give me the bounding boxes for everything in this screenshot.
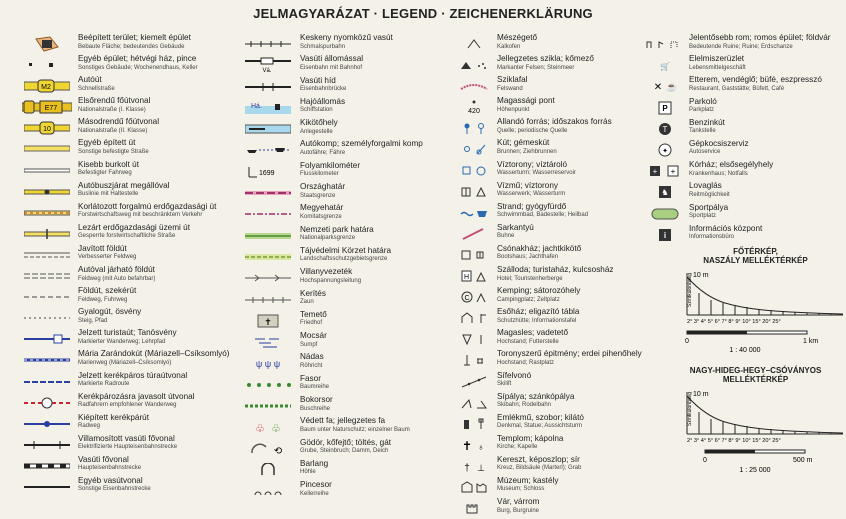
legend-item: Földút, szekérút Feldweg, Fuhrweg	[20, 287, 280, 308]
power-line-icon	[240, 268, 296, 288]
hotel-icon	[455, 266, 493, 286]
waterworks-icon	[455, 182, 493, 202]
svg-text:P: P	[662, 103, 668, 113]
legend-item: Kisebb burkolt út Befestigter Fahrweg	[20, 161, 280, 182]
legend-item: ✝ ♁ Templom; kápolna Kirche; Kapelle	[455, 435, 667, 456]
well-icon	[455, 139, 493, 159]
svg-text:M2: M2	[41, 84, 51, 92]
ski-slope-icon	[455, 393, 493, 413]
svg-text:ψ ψ ψ: ψ ψ ψ	[255, 359, 281, 370]
closed-forest-road-icon	[20, 224, 74, 244]
legend-item: ✦ Gépkocsiszerviz Autoservice	[645, 140, 845, 161]
legend-item: ♞ Lovaglás Reitmöglichkeit	[645, 182, 845, 203]
inset2-title-b: MELLÉKTÉRKÉP	[722, 375, 789, 384]
legend-item: Keskeny nyomközű vasút Schmalspurbahn	[240, 34, 455, 55]
legend-item: Fasor Baumreihe	[240, 375, 455, 396]
marked-trail-icon	[20, 329, 74, 349]
svg-text:1 : 25 000: 1 : 25 000	[739, 467, 771, 474]
other-road-icon	[20, 139, 74, 159]
svg-text:✕: ✕	[653, 82, 663, 94]
svg-text:+: +	[670, 167, 676, 177]
legend-item: C Kemping; sátorozóhely Campingplatz; Zeltplatz	[455, 287, 667, 308]
svg-text:0: 0	[685, 338, 689, 345]
rock-icon	[455, 55, 493, 75]
inset2-title-a: NAGY-HIDEG-HEGY–CSÓVÁNYOS	[689, 366, 822, 375]
inset1-title-a: FŐTÉRKÉP,	[733, 247, 778, 256]
tree-row-icon	[240, 375, 296, 395]
svg-text:Szintkülönbség: Szintkülönbség	[687, 273, 693, 307]
cart-track-icon	[20, 287, 74, 307]
improved-dirt-road-icon	[20, 245, 74, 265]
river-km-icon	[240, 162, 296, 182]
svg-text:2° 3° 4° 5° 6° 7° 8° 9° 10° 15: 2° 3° 4° 5° 6° 7° 8° 9° 10° 15° 20° 25°	[687, 438, 781, 444]
legend-item: Egyéb épített út Sonstige befestigte Straße	[20, 139, 280, 160]
church-icon	[455, 435, 493, 455]
svg-text:†: †	[464, 462, 470, 473]
camping-icon	[455, 287, 493, 307]
legend-item: ⟲ Gödör, kőfejtő; töltés, gát Grube, Steinbruch; Damm, Deich	[240, 439, 455, 460]
legend-item: P Parkoló Parkplatz	[645, 98, 845, 119]
legend-item: Sarkantyú Buhne	[455, 224, 667, 245]
legend-item: Mocsár Sumpf	[240, 332, 455, 353]
legend-item: Javított földút Verbesserter Feldweg	[20, 245, 280, 266]
legend-item: Kiépített kerékpárút Radweg	[20, 414, 280, 435]
svg-text:10: 10	[43, 126, 51, 134]
legend-item: Pincesor Kellerreihe	[240, 481, 455, 502]
national-park-border-icon	[240, 226, 296, 246]
svg-text:0: 0	[703, 457, 707, 464]
castle-icon	[455, 498, 493, 518]
cross-icon	[455, 456, 493, 476]
svg-text:T: T	[662, 124, 668, 134]
svg-text:420: 420	[468, 108, 480, 116]
svg-text:+: +	[652, 167, 658, 177]
legend-item: T Benzinkút Tankstelle	[645, 119, 845, 140]
legend-column-3	[455, 34, 667, 519]
svg-text:Vá.: Vá.	[262, 68, 272, 75]
information-icon	[645, 225, 685, 245]
quarry-icon	[240, 439, 296, 459]
hunting-stand-icon	[455, 329, 493, 349]
water-tower-icon	[455, 161, 493, 181]
legend-item: Sípálya; szánkópálya Skibahn; Rodelbahn	[455, 393, 667, 414]
legend-item: ✝ Temető Friedhof	[240, 311, 455, 332]
petrol-station-icon	[645, 119, 685, 139]
protected-tree-icon	[240, 417, 296, 437]
bus-line-icon	[20, 182, 74, 202]
svg-text:Há.: Há.	[251, 102, 262, 110]
svg-text:H: H	[463, 274, 470, 282]
primary-road-icon	[20, 97, 74, 117]
svg-text:1699: 1699	[259, 169, 275, 177]
monument-icon	[455, 414, 493, 434]
svg-text:2° 3° 4° 5° 6° 7° 8° 9° 10° 15: 2° 3° 4° 5° 6° 7° 8° 9° 10° 15° 20° 25°	[687, 319, 781, 325]
reed-icon	[240, 353, 296, 373]
landing-stage-icon	[240, 119, 296, 139]
legend-item: Vízmű; víztorony Wasserwerk; Wasserturm	[455, 182, 667, 203]
expressway-icon	[20, 76, 74, 96]
legend-item: ♧ ♧ Védett fa; jellegzetes fa Baum unter Naturschutz; einzelner Baum	[240, 417, 455, 438]
legend-item: Sziklafal Felswand	[455, 76, 667, 97]
legend-item: Kút; gémeskút Brunnen; Ziehbrunnen	[455, 139, 667, 160]
legend-item: Kikötőhely Anlegestelle	[240, 119, 455, 140]
legend-item: Jelzett turistaút; Tanösvény Markierter Wanderweg; Lehrpfad	[20, 329, 280, 350]
ship-station-icon	[240, 98, 296, 118]
legend-column-2	[240, 34, 455, 503]
shelter-icon	[455, 308, 493, 328]
narrow-gauge-railway-icon	[240, 34, 296, 54]
svg-text:1 km: 1 km	[803, 338, 819, 345]
svg-text:500 m: 500 m	[793, 457, 813, 464]
swamp-icon	[240, 332, 296, 352]
hospital-icon	[645, 161, 685, 181]
legend-item: Állandó forrás; időszakos forrás Quelle; periodische Quelle	[455, 118, 667, 139]
sports-field-icon	[645, 204, 685, 224]
fence-icon	[240, 290, 296, 310]
svg-text:Szintkülönbség: Szintkülönbség	[687, 392, 693, 426]
legend-item: 10 Másodrendű főútvonal Nationalstraße (II. Klasse)	[20, 118, 280, 139]
legend-item: Beépített terület; kiemelt épület Bebaute Fläche; bedeutendes Gebäude	[20, 34, 280, 55]
other-railway-icon	[20, 477, 74, 497]
ski-lift-icon	[455, 372, 493, 392]
legend-item: Barlang Höhle	[240, 460, 455, 481]
inset1-title-b: NASZÁLY MELLÉKTÉRKÉP	[703, 256, 808, 265]
main-railway-icon	[20, 456, 74, 476]
groyne-icon	[455, 224, 493, 244]
legend-item: M2 Autóút Schnellstraße	[20, 76, 280, 97]
legend-item: Sportpálya Sportplatz	[645, 204, 845, 225]
built-up-area-icon	[20, 34, 74, 54]
legend-column-4	[645, 34, 845, 246]
legend-item: Kerékpározásra javasolt útvonal Radfahrern empfohlener Wanderweg	[20, 393, 280, 414]
legend-item: E77 Elsőrendű főútvonal Nationalstraße (I. Klasse)	[20, 97, 280, 118]
svg-text:✦: ✦	[662, 147, 668, 155]
recommended-bike-route-icon	[20, 393, 74, 413]
ruin-icon	[645, 34, 685, 54]
svg-text:1 : 40 000: 1 : 40 000	[729, 347, 761, 353]
legend-item: Toronyszerű épitmény; erdei pihenőhely Hochstand; Rastplatz	[455, 350, 667, 371]
legend-item: Villanyvezeték Hochspannungsleitung	[240, 268, 455, 289]
legend-item: Lezárt erdőgazdasági üzemi út Gesperrte forstwirtschaftliche Straße	[20, 224, 280, 245]
restaurant-icon	[645, 76, 685, 96]
building-dot-icon	[20, 55, 74, 75]
legend-item: Egyéb épület; hétvégi ház, pince Sonstiges Gebäude; Wochenendhaus, Keller	[20, 55, 280, 76]
legend-item: Esőház; eligazító tábla Schutzhütte; Informationstafel	[455, 308, 667, 329]
cemetery-icon	[240, 311, 296, 331]
legend-item: Strand; gyógyfürdő Schwimmbad, Badestelle; Heilbad	[455, 203, 667, 224]
legend-item: 420 Magassági pont Höhenpunkt	[455, 97, 667, 118]
pilgrim-route-icon	[20, 350, 74, 370]
legend-item: Csónakház; jachtkikötő Bootshaus; Jachthafen	[455, 245, 667, 266]
legend-item: Mészégető Kalkofen	[455, 34, 667, 55]
legend-item: Gyalogút, ösvény Steig, Pfad	[20, 308, 280, 329]
legend-item: Sífelvonó Skilift	[455, 372, 667, 393]
railway-station-icon	[240, 55, 296, 75]
restricted-forest-road-icon	[20, 203, 74, 223]
legend-item: Vasúti híd Eisenbahnbrücke	[240, 77, 455, 98]
page-title: JELMAGYARÁZAT · LEGEND · ZEICHENERKLÄRUNG	[253, 6, 593, 21]
horse-riding-icon	[645, 182, 685, 202]
bike-route-icon	[20, 372, 74, 392]
legend-item: Magasles; vadetető Hochstand; Futterstelle	[455, 329, 667, 350]
height-point-icon	[455, 97, 493, 117]
slope-scale-2	[665, 384, 846, 474]
railway-bridge-icon	[240, 77, 296, 97]
parking-icon	[645, 98, 685, 118]
cellar-row-icon	[240, 481, 296, 501]
boathouse-icon	[455, 245, 493, 265]
legend-item: Bokorsor Buschreihe	[240, 396, 455, 417]
landscape-protection-border-icon	[240, 247, 296, 267]
svg-text:🛒: 🛒	[660, 62, 670, 72]
legend-item: Vá. Vasúti állomással Eisenbahn mit Bahnhof	[240, 55, 455, 76]
cycle-path-icon	[20, 414, 74, 434]
museum-icon	[455, 477, 493, 497]
legend-item: H Szálloda; turistaház, kulcsosház Hotel; Touristenherberge	[455, 266, 667, 287]
legend-item: Korlátozott forgalmú erdőgazdasági út Forstwirtschaftsweg mit beschränktem Verkehr	[20, 203, 280, 224]
svg-text:10 m: 10 m	[693, 272, 709, 279]
svg-text:☕: ☕	[666, 82, 678, 93]
spring-icon	[455, 118, 493, 138]
legend-item: Kerítés Zaun	[240, 290, 455, 311]
paved-track-icon	[20, 161, 74, 181]
legend-item: Vasúti fővonal Haupteisenbahnstrecke	[20, 456, 280, 477]
legend-item: Jelzett kerékpáros túraútvonal Markierte Radroute	[20, 372, 280, 393]
slope-scale-1	[665, 265, 846, 353]
svg-text:C: C	[464, 295, 470, 303]
svg-text:♧: ♧	[255, 423, 265, 436]
tower-structure-icon	[455, 350, 493, 370]
bush-row-icon	[240, 396, 296, 416]
legend-item: Megyehatár Komitatsgrenze	[240, 204, 455, 225]
legend-item: Villamosított vasúti fővonal Elektrifizierte Haupteisenbahnstrecke	[20, 435, 280, 456]
legend-item: Emlékmű, szobor; kilátó Denkmal, Statue; Aussichtsturm	[455, 414, 667, 435]
legend-item: Egyéb vasútvonal Sonstige Eisenbahnstrecke	[20, 477, 280, 498]
legend-item: † ⊥ Kereszt, képoszlop; sír Kreuz, Bildsäule (Marterl); Grab	[455, 456, 667, 477]
legend-item: Nemzeti park határa Nationalparksgrenze	[240, 226, 455, 247]
svg-text:♞: ♞	[661, 188, 669, 198]
legend-item: Múzeum; kastély Museum; Schloss	[455, 477, 667, 498]
cave-icon	[240, 460, 296, 480]
cliff-icon	[455, 76, 493, 96]
county-border-icon	[240, 204, 296, 224]
legend-item: Autókomp; személyforgalmi komp Autofähre; Fähre	[240, 140, 455, 161]
legend-item: 🛒 Élelmiszerüzlet Lebensmittelgeschäft	[645, 55, 845, 76]
legend-item: Víztorony; víztároló Wasserturm; Wasserreservoir	[455, 161, 667, 182]
legend-item: ψ ψ ψ Nádas Röhricht	[240, 353, 455, 374]
svg-text:10 m: 10 m	[693, 391, 709, 398]
svg-text:♁: ♁	[477, 441, 485, 452]
svg-text:✝: ✝	[264, 316, 272, 327]
car-service-icon	[645, 140, 685, 160]
legend-item: Jellegzetes szikla; kőmező Markanter Felsen; Steinmeer	[455, 55, 667, 76]
svg-text:✝: ✝	[461, 438, 473, 452]
legend-item: Há. Hajóállomás Schiffstation	[240, 98, 455, 119]
legend-item: ✕ ☕ Étterem, vendéglő; büfé, eszpresszó Restaurant, Gaststätte; Büfett, Café	[645, 76, 845, 97]
drivable-dirt-road-icon	[20, 266, 74, 286]
state-border-icon	[240, 183, 296, 203]
legend-item: + + Kórház; elsősegélyhely Krankenhaus; Notfalls	[645, 161, 845, 182]
secondary-road-icon	[20, 118, 74, 138]
lime-kiln-icon	[455, 34, 493, 54]
electric-railway-icon	[20, 435, 74, 455]
legend-item: Jelentősebb rom; romos épület; földvár Bedeutende Ruine; Ruine; Erdschanze	[645, 34, 845, 55]
legend-item: Vár, várrom Burg, Burgruine	[455, 498, 667, 519]
legend-item: Mária Zarándokút (Máriazell–Csíksomlyó) Marienweg (Máriazell–Csíksomlyó)	[20, 350, 280, 371]
footpath-icon	[20, 308, 74, 328]
beach-icon	[455, 203, 493, 223]
legend-item: Autóval járható földút Feldweg (mit Auto befahrbar)	[20, 266, 280, 287]
ferry-icon	[240, 140, 296, 160]
legend-item: 1699 Folyamkilométer Flusskilometer	[240, 162, 455, 183]
legend-item: Autóbuszjárat megállóval Buslinie mit Haltestelle	[20, 182, 280, 203]
grocery-icon	[645, 55, 685, 75]
svg-text:♧: ♧	[271, 423, 281, 436]
legend-item: Tájvédelmi Körzet határa Landschaftsschutzgebietsgrenze	[240, 247, 455, 268]
svg-text:⟲: ⟲	[273, 445, 283, 457]
svg-text:⊥: ⊥	[477, 462, 485, 473]
legend-item: i Információs központ Informationsbüro	[645, 225, 845, 246]
inset-scales	[665, 247, 846, 479]
svg-text:i: i	[663, 230, 667, 240]
svg-text:E77: E77	[44, 105, 58, 113]
legend-item: Országhatár Staatsgrenze	[240, 183, 455, 204]
